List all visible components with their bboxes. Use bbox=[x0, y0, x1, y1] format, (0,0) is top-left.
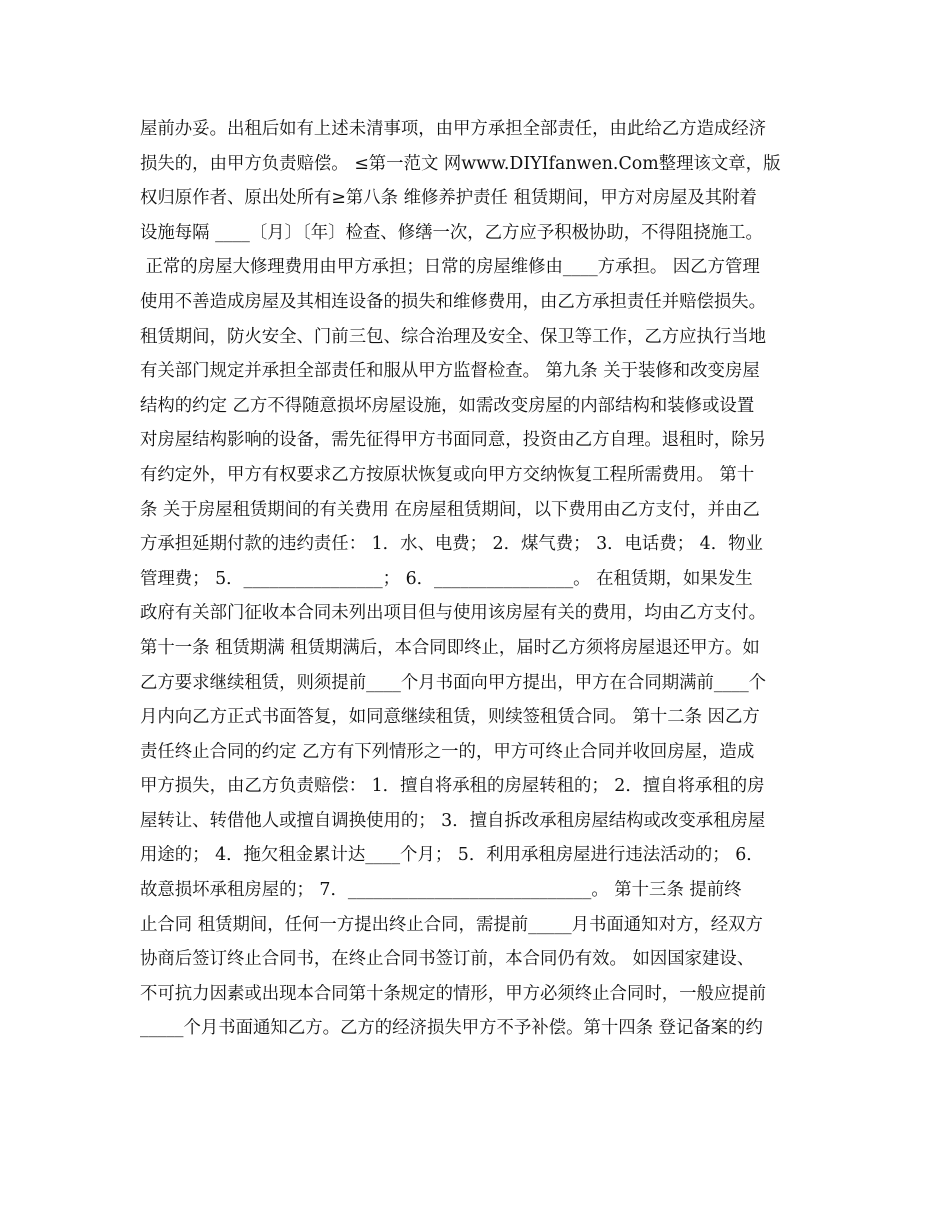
text-line: 用途的； 4．拖欠租金累计达____个月； 5．利用承租房屋进行违法活动的； 6． bbox=[140, 845, 764, 866]
text-line: 损失的，由甲方负责赔偿。 ≤第一范文 网www.DIYIfanwen.Com整理该文章，版 bbox=[140, 153, 781, 174]
text-line: 不可抗力因素或出现本合同第十条规定的情形，甲方必须终止合同时，一般应提前 bbox=[140, 983, 767, 1004]
text-line: 协商后签订终止合同书，在终止合同书签订前，本合同仍有效。 如因国家建设、 bbox=[140, 949, 755, 970]
text-line: 责任终止合同的约定 乙方有下列情形之一的，甲方可终止合同并收回房屋，造成 bbox=[140, 741, 755, 762]
text-line: 使用不善造成房屋及其相连设备的损失和维修费用，由乙方承担责任并赔偿损失。 bbox=[140, 291, 767, 312]
text-line: 屋前办妥。出租后如有上述未清事项，由甲方承担全部责任，由此给乙方造成经济 bbox=[140, 119, 767, 139]
text-line: 租赁期间，防火安全、门前三包、综合治理及安全、保卫等工作，乙方应执行当地 bbox=[140, 326, 767, 347]
text-line: 有关部门规定并承担全部责任和服从甲方监督检查。 第九条 关于装修和改变房屋 bbox=[140, 361, 760, 382]
text-line: 屋转让、转借他人或擅自调换使用的； 3．擅自拆改承租房屋结构或改变承租房屋 bbox=[140, 810, 766, 831]
text-line: 正常的房屋大修理费用由甲方承担；日常的房屋维修由____方承担。 因乙方管理 bbox=[140, 257, 760, 278]
text-line: 管理费； 5．________________； 6．________________。 在租赁期，如果发生 bbox=[140, 568, 753, 589]
text-line: 结构的约定 乙方不得随意损坏房屋设施，如需改变房屋的内部结构和装修或设置 bbox=[140, 395, 755, 416]
text-line: _____个月书面通知乙方。乙方的经济损失甲方不予补偿。第十四条 登记备案的约 bbox=[140, 1018, 763, 1039]
text-line: 止合同 租赁期间，任何一方提出终止合同，需提前_____月书面通知对方，经双方 bbox=[140, 914, 763, 935]
text-line: 故意损坏承租房屋的； 7．____________________________。 第十三条 提前终 bbox=[140, 880, 742, 901]
text-line: 乙方要求继续租赁，则须提前____个月书面向甲方提出，甲方在合同期满前____个 bbox=[140, 672, 767, 693]
contract-body-text bbox=[140, 112, 830, 1046]
text-line: 甲方损失，由乙方负责赔偿： 1．擅自将承租的房屋转租的； 2．擅自将承租的房 bbox=[140, 776, 765, 797]
text-line: 第十一条 租赁期满 租赁期满后，本合同即终止，届时乙方须将房屋退还甲方。如 bbox=[140, 637, 760, 658]
text-line: 有约定外，甲方有权要求乙方按原状恢复或向甲方交纳恢复工程所需费用。 第十 bbox=[140, 464, 755, 485]
text-line: 设施每隔 ____〔月〕〔年〕检查、修缮一次，乙方应予积极协助，不得阻挠施工。 bbox=[140, 222, 763, 243]
text-line: 条 关于房屋租赁期间的有关费用 在房屋租赁期间，以下费用由乙方支付，并由乙 bbox=[140, 499, 760, 520]
text-line: 对房屋结构影响的设备，需先征得甲方书面同意，投资由乙方自理。退租时，除另 bbox=[140, 430, 767, 451]
text-line: 月内向乙方正式书面答复，如同意继续租赁，则续签租赁合同。 第十二条 因乙方 bbox=[140, 707, 760, 728]
text-line: 权归原作者、原出处所有≥第八条 维修养护责任 租赁期间，甲方对房屋及其附着 bbox=[140, 188, 757, 209]
text-line: 政府有关部门征收本合同未列出项目但与使用该房屋有关的费用，均由乙方支付。 bbox=[140, 603, 767, 624]
text-line: 方承担延期付款的违约责任： 1．水、电费； 2．煤气费； 3．电话费； 4．物业 bbox=[140, 534, 763, 555]
